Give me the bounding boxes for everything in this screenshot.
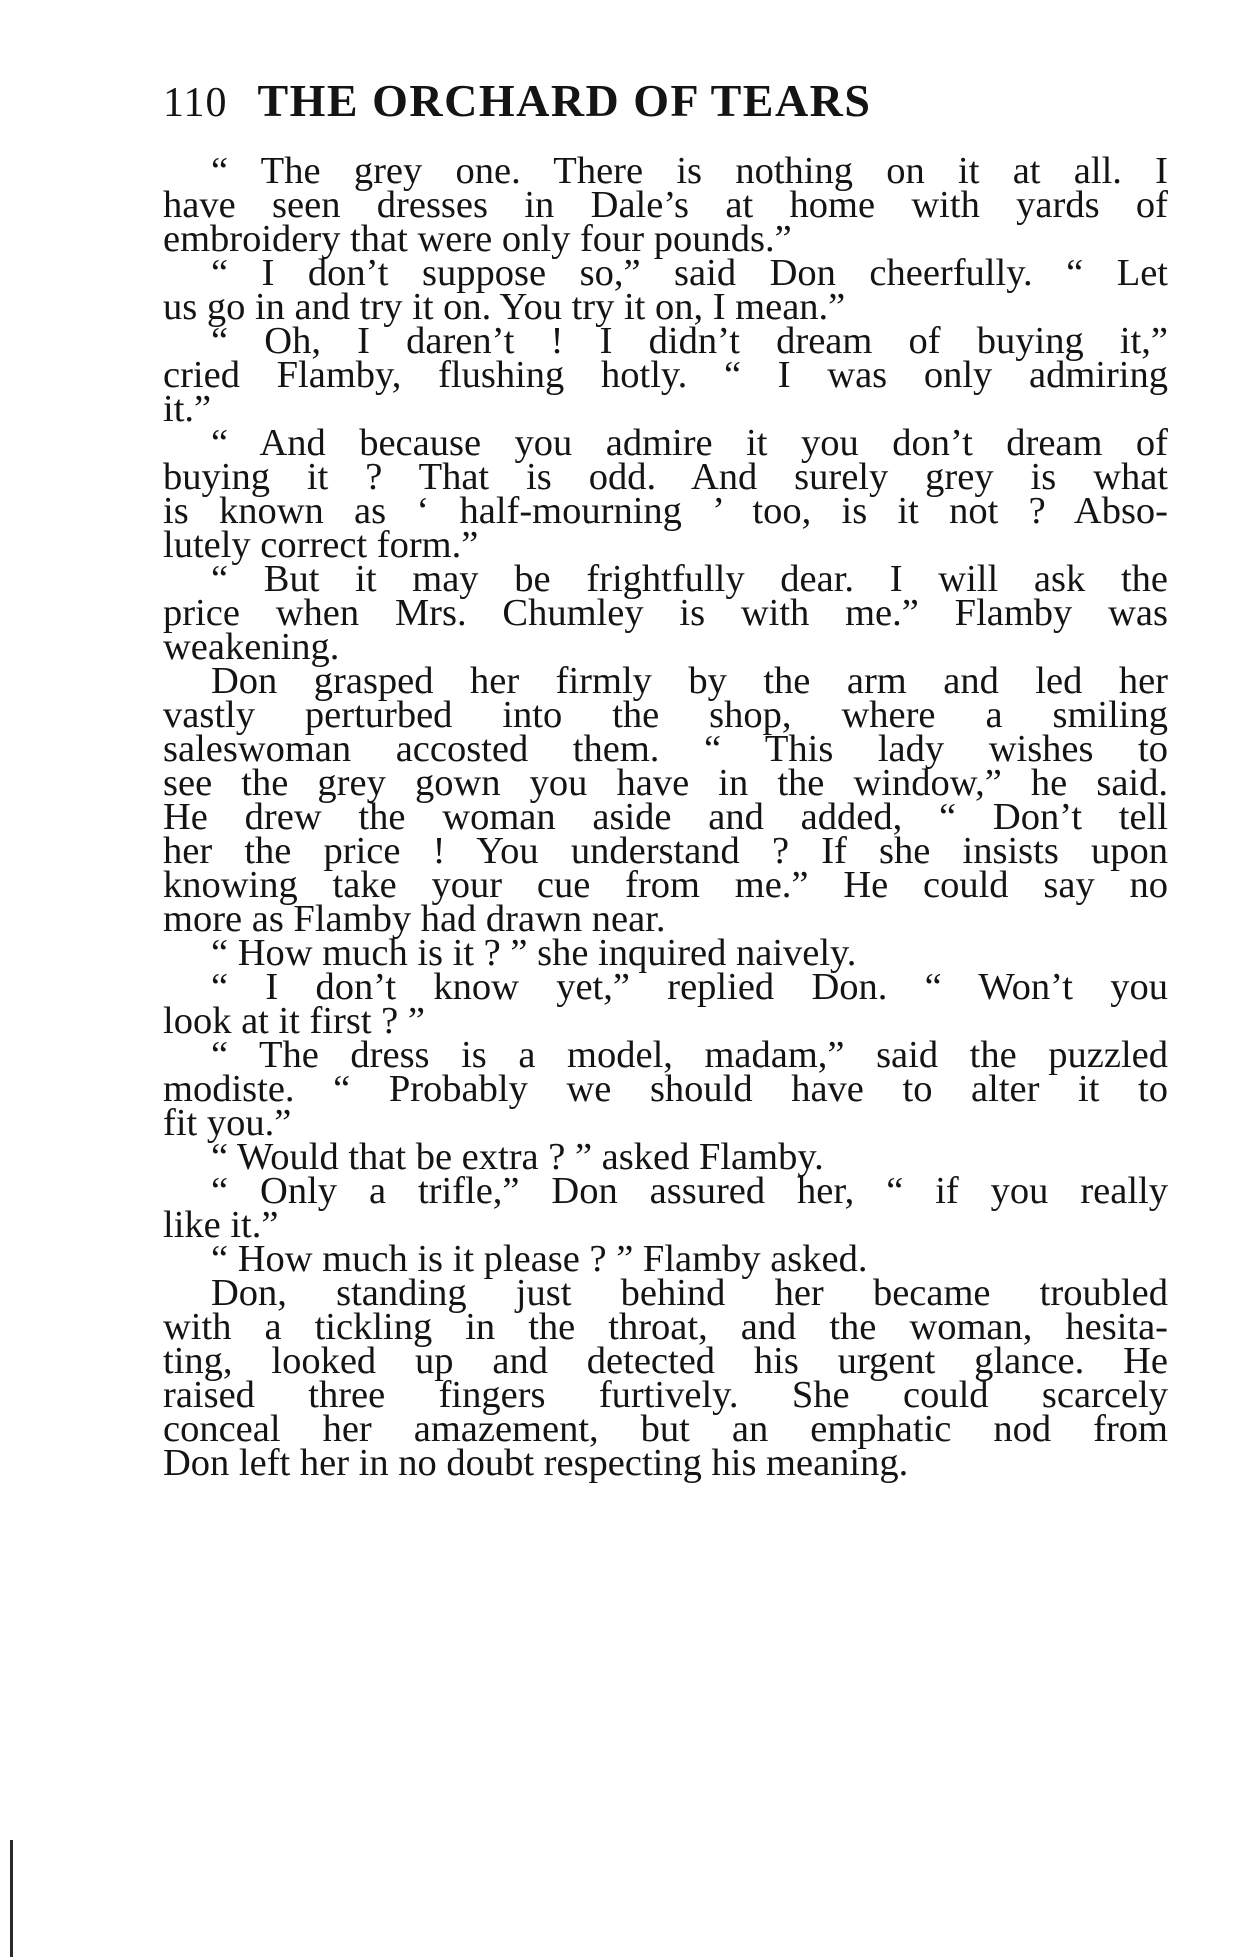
text-line: is known as ‘ half-mourning ’ too, is it not ? Abso- — [163, 490, 1168, 532]
text-line: raised three fingers furtively. She could scarcely — [163, 1374, 1168, 1416]
text-line: vastly perturbed into the shop, where a smiling — [163, 694, 1168, 736]
text-line: “ I don’t suppose so,” said Don cheerfully. “ Let — [211, 252, 1168, 294]
text-line: “ Only a trifle,” Don assured her, “ if you really — [211, 1170, 1168, 1212]
text-line: “ Would that be extra ? ” asked Flamby. — [211, 1136, 824, 1178]
text-line: “ The grey one. There is nothing on it at all. I — [211, 150, 1168, 192]
text-line: knowing take your cue from me.” He could say no — [163, 864, 1168, 906]
text-line: “ The dress is a model, madam,” said the puzzled — [211, 1034, 1168, 1076]
text-line: “ Oh, I daren’t ! I didn’t dream of buying it,” — [211, 320, 1168, 362]
text-line: “ How much is it please ? ” Flamby asked. — [211, 1238, 868, 1280]
text-line: Don, standing just behind her became troubled — [211, 1272, 1168, 1314]
text-line: conceal her amazement, but an emphatic nod from — [163, 1408, 1168, 1450]
text-line: modiste. “ Probably we should have to alter it to — [163, 1068, 1168, 1110]
text-line: it.” — [163, 388, 212, 430]
page-header — [163, 74, 1173, 134]
text-line: Don left her in no doubt respecting his meaning. — [163, 1442, 909, 1484]
text-line: “ I don’t know yet,” replied Don. “ Won’t you — [211, 966, 1168, 1008]
text-line: look at it first ? ” — [163, 1000, 425, 1042]
text-line: lutely correct form.” — [163, 524, 479, 566]
text-line: “ But it may be frightfully dear. I will ask the — [211, 558, 1168, 600]
text-line: more as Flamby had drawn near. — [163, 898, 666, 940]
text-line: like it.” — [163, 1204, 279, 1246]
text-line: us go in and try it on. You try it on, I mean.” — [163, 286, 846, 328]
text-line: weakening. — [163, 626, 340, 668]
text-line: fit you.” — [163, 1102, 292, 1144]
text-line: Don grasped her firmly by the arm and led her — [211, 660, 1168, 702]
text-line: price when Mrs. Chumley is with me.” Flamby was — [163, 592, 1168, 634]
text-line: have seen dresses in Dale’s at home with yards of — [163, 184, 1168, 226]
text-line: “ And because you admire it you don’t dream of — [211, 422, 1168, 464]
text-line: embroidery that were only four pounds.” — [163, 218, 792, 260]
text-line: with a tickling in the throat, and the woman, hesita- — [163, 1306, 1168, 1348]
text-line: see the grey gown you have in the window,” he said. — [163, 762, 1168, 804]
text-line: ting, looked up and detected his urgent glance. He — [163, 1340, 1168, 1382]
text-line: He drew the woman aside and added, “ Don’t tell — [163, 796, 1168, 838]
running-title: THE ORCHARD OF TEARS — [257, 75, 872, 126]
text-line: cried Flamby, flushing hotly. “ I was only admiring — [163, 354, 1168, 396]
text-line: “ How much is it ? ” she inquired naively. — [211, 932, 857, 974]
text-line: buying it ? That is odd. And surely grey is what — [163, 456, 1168, 498]
scan-edge-mark — [10, 1840, 13, 1957]
page-number: 110 — [163, 80, 228, 126]
text-line: her the price ! You understand ? If she insists upon — [163, 830, 1168, 872]
text-line: saleswoman accosted them. “ This lady wishes to — [163, 728, 1168, 770]
